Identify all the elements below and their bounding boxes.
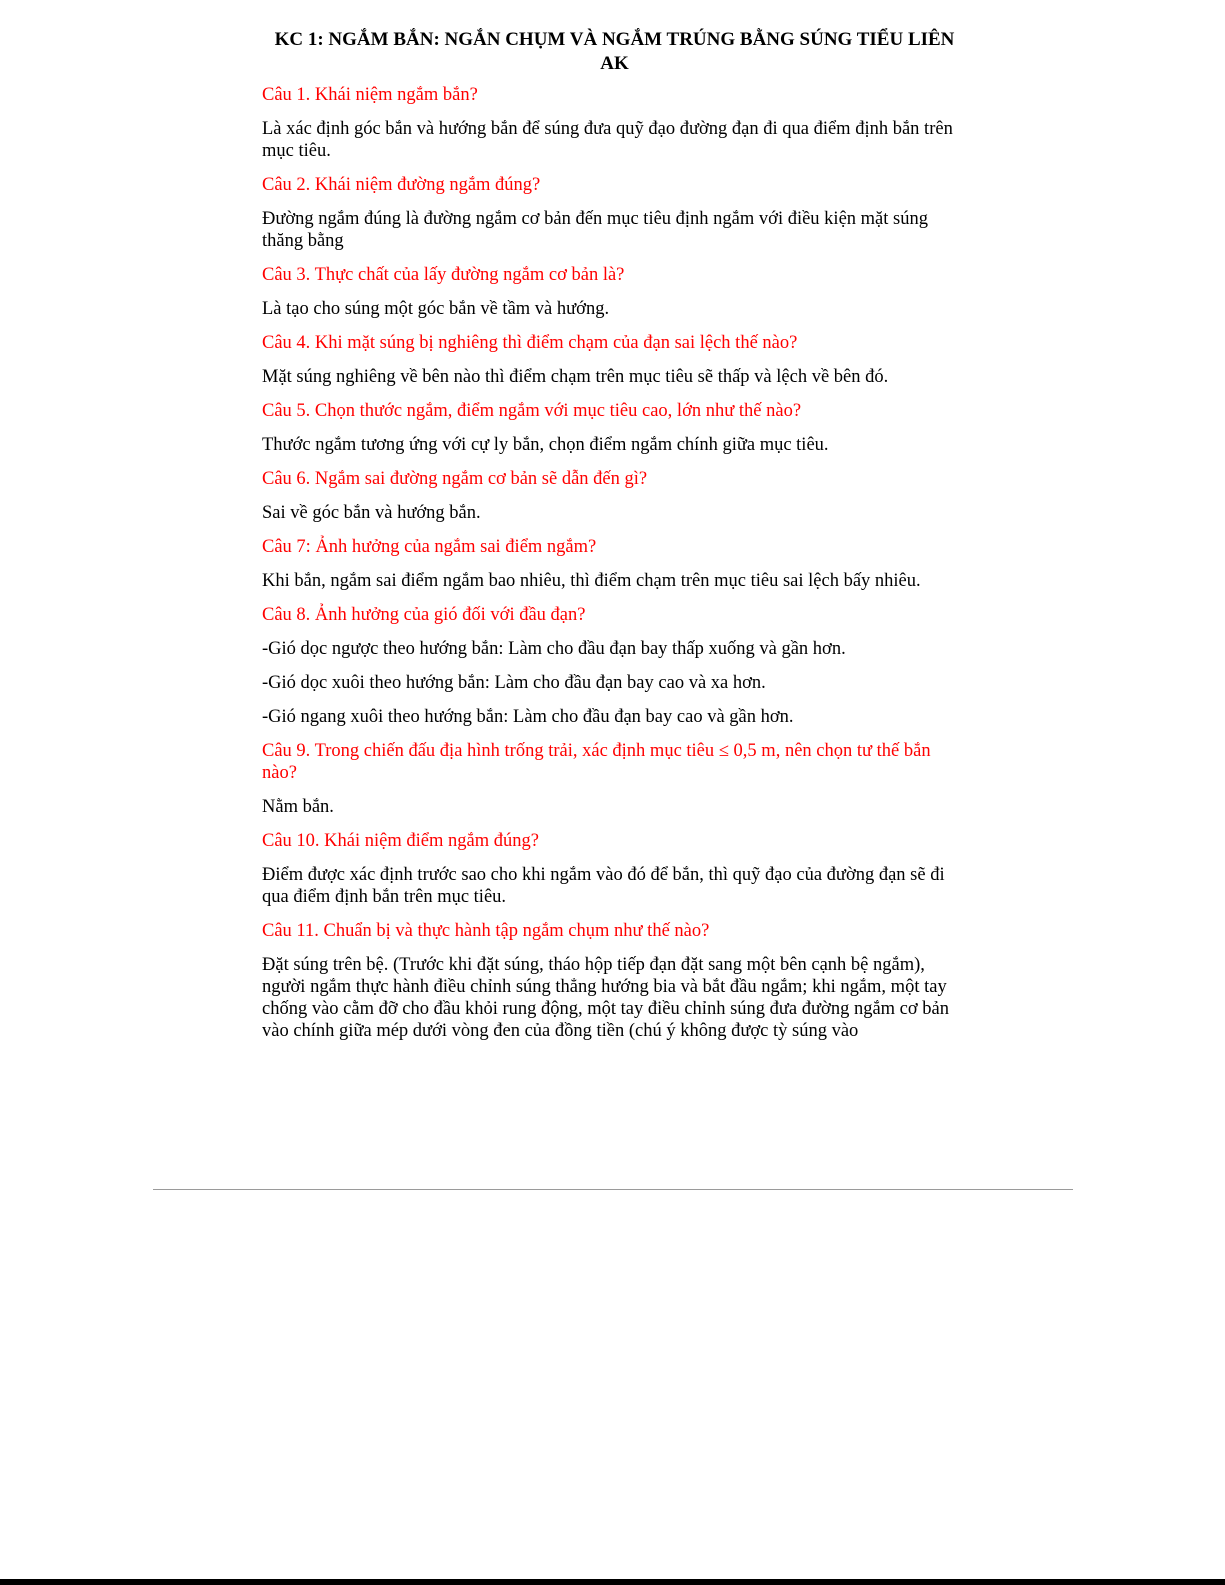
section-1 [262,84,967,162]
section-2 [262,174,967,252]
question-4: Câu 4. Khi mặt súng bị nghiêng thì điểm chạm của đạn sai lệch thế nào? [262,333,798,353]
section-6 [262,468,967,524]
question-3: Câu 3. Thực chất của lấy đường ngắm cơ bản là? [262,265,625,285]
answer-4: Mặt súng nghiêng về bên nào thì điểm chạm trên mục tiêu sẽ thấp và lệch về bên đó. [262,367,889,387]
answer-8-2: -Gió dọc xuôi theo hướng bắn: Làm cho đầu đạn bay cao và xa hơn. [262,673,766,693]
section-4 [262,332,967,388]
section-5 [262,400,967,456]
answer-8-1: -Gió dọc ngược theo hướng bắn: Làm cho đầu đạn bay thấp xuống và gần hơn. [262,639,846,659]
section-7 [262,536,967,592]
answer-5: Thước ngắm tương ứng với cự ly bắn, chọn điểm ngắm chính giữa mục tiêu. [262,435,829,455]
answer-2: Đường ngắm đúng là đường ngắm cơ bản đến mục tiêu định ngắm với điều kiện mặt súng thăng bằng [262,209,928,251]
section-3 [262,264,967,320]
question-5: Câu 5. Chọn thước ngắm, điểm ngắm với mục tiêu cao, lớn như thế nào? [262,401,802,421]
answer-3: Là tạo cho súng một góc bắn về tầm và hướng. [262,299,610,319]
answer-7: Khi bắn, ngắm sai điểm ngắm bao nhiêu, thì điểm chạm trên mục tiêu sai lệch bấy nhiêu. [262,571,921,591]
section-11 [262,920,967,1042]
question-8: Câu 8. Ảnh hưởng của gió đối với đầu đạn? [262,605,586,625]
answer-1: Là xác định góc bắn và hướng bắn để súng đưa quỹ đạo đường đạn đi qua điểm định bắn trên mục tiêu. [262,119,953,161]
question-9: Câu 9. Trong chiến đấu địa hình trống trải, xác định mục tiêu ≤ 0,5 m, nên chọn tư thế bắn nào? [262,741,931,783]
section-8 [262,604,967,728]
page-divider [153,1189,1073,1190]
question-7: Câu 7: Ảnh hưởng của ngắm sai điểm ngắm? [262,537,597,557]
question-1: Câu 1. Khái niệm ngắm bắn? [262,85,478,105]
bottom-edge-bar [0,1579,1225,1585]
question-6: Câu 6. Ngắm sai đường ngắm cơ bản sẽ dẫn đến gì? [262,469,648,489]
question-10: Câu 10. Khái niệm điểm ngắm đúng? [262,831,539,851]
document-title: KC 1: NGẮM BẮN: NGẮN CHỤM VÀ NGẮM TRÚNG BẰNG SÚNG TIỂU LIÊN AK [274,29,955,74]
answer-6: Sai về góc bắn và hướng bắn. [262,503,481,523]
answer-11: Đặt súng trên bệ. (Trước khi đặt súng, tháo hộp tiếp đạn đặt sang một bên cạnh bệ ngắm), người ngắm thực hành điều chỉnh súng thẳng hướng bia và bắt đầu ngắm; khi ngắm, một tay chống vào cằm đỡ cho đầu khỏi rung động, một tay điều chỉnh súng đưa đường ngắm cơ bản vào chính giữa mép dưới vòng đen của đồng tiền (chú ý không được tỳ súng vào [262,955,950,1041]
question-2: Câu 2. Khái niệm đường ngắm đúng? [262,175,541,195]
answer-10: Điểm được xác định trước sao cho khi ngắm vào đó để bắn, thì quỹ đạo của đường đạn sẽ đi qua điểm định bắn trên mục tiêu. [262,865,945,907]
answer-9: Nằm bắn. [262,797,334,817]
section-10 [262,830,967,908]
question-11: Câu 11. Chuẩn bị và thực hành tập ngắm chụm như thế nào? [262,921,710,941]
document-content [262,28,967,1042]
answer-8-3: -Gió ngang xuôi theo hướng bắn: Làm cho đầu đạn bay cao và gần hơn. [262,707,794,727]
section-9 [262,740,967,818]
